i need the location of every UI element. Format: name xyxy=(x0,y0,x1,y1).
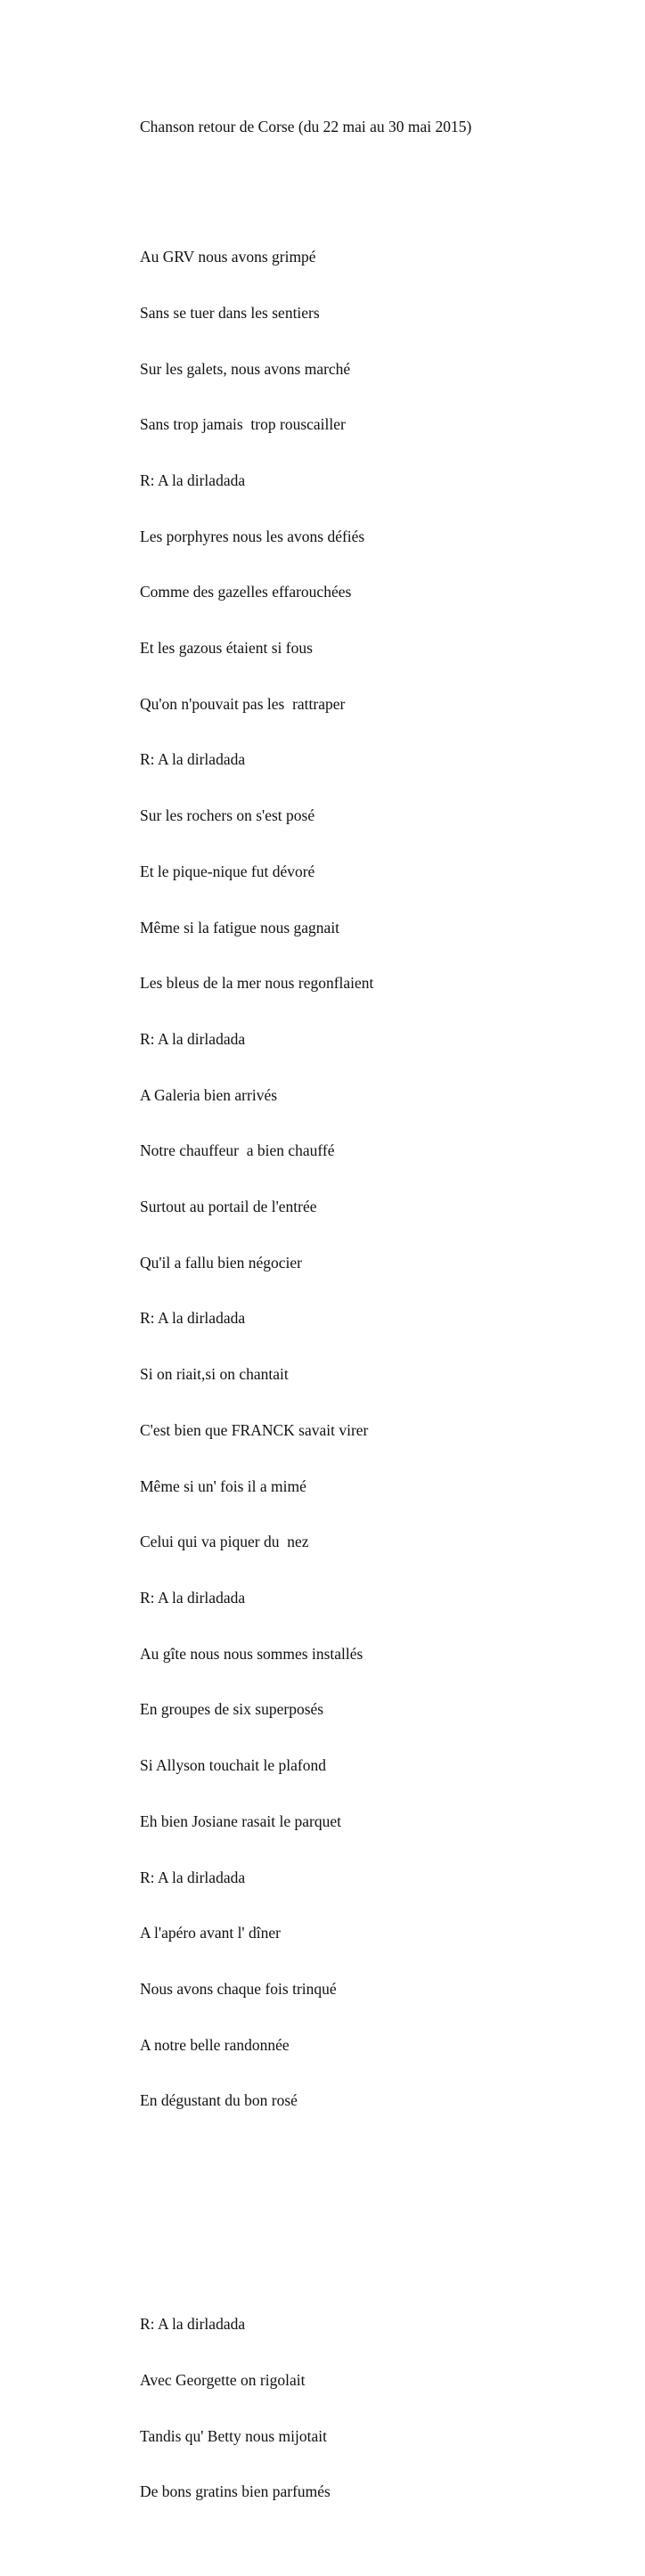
lyric-line: Qu'on n'pouvait pas les rattraper xyxy=(140,694,346,713)
lyric-line: Si on riait,si on chantait xyxy=(140,1365,289,1384)
lyric-line: Sans se tuer dans les sentiers xyxy=(140,303,320,322)
refrain-line: R: A la dirladada xyxy=(140,1868,246,1886)
refrain-line: R: A la dirladada xyxy=(140,1589,246,1607)
lyric-line: Qu'il a fallu bien négocier xyxy=(140,1253,302,1272)
lyric-line: Sans trop jamais trop rouscailler xyxy=(140,415,346,434)
lyric-line: Au gîte nous nous sommes installés xyxy=(140,1644,363,1663)
lyric-line: Nous avons chaque fois trinqué xyxy=(140,1979,337,1998)
lyric-line: Notre chauffeur a bien chauffé xyxy=(140,1141,335,1160)
lyric-line: A Galeria bien arrivés xyxy=(140,1085,278,1104)
lyric-line: Et le pique-nique fut dévoré xyxy=(140,862,315,880)
stanza-gap xyxy=(140,2204,471,2222)
lyric-line: Les bleus de la mer nous regonflaient xyxy=(140,974,374,993)
refrain-line: R: A la dirladada xyxy=(140,1029,246,1048)
lyric-line: Au GRV nous avons grimpé xyxy=(140,248,316,266)
refrain-line: R: A la dirladada xyxy=(140,1309,246,1328)
lyric-line: C'est bien que FRANCK savait virer xyxy=(140,1420,369,1439)
lyric-line: Même si un' fois il a mimé xyxy=(140,1476,306,1495)
lyric-line: Même si la fatigue nous gagnait xyxy=(140,918,340,936)
refrain-line: R: A la dirladada xyxy=(140,750,246,769)
lyric-line: Eh bien Josiane rasait le parquet xyxy=(140,1811,341,1830)
lyric-line: Les porphyres nous les avons défiés xyxy=(140,527,365,545)
lyric-line: Si Allyson touchait le plafond xyxy=(140,1756,327,1775)
lyric-line: Tandis qu' Betty nous mijotait xyxy=(140,2426,327,2445)
lyric-line: En dégustant du bon rosé xyxy=(140,2091,298,2110)
refrain-line: R: A la dirladada xyxy=(140,2315,246,2334)
lyric-line: De bons gratins bien parfumés xyxy=(140,2482,331,2501)
song-text xyxy=(140,80,471,2576)
verse-block-2 xyxy=(140,2278,471,2539)
song-title: Chanson retour de Corse (du 22 mai au 30 mai 2015) xyxy=(140,117,472,135)
lyric-line: Et les gazous étaient si fous xyxy=(140,639,313,658)
lyric-line: Celui qui va piquer du nez xyxy=(140,1533,309,1551)
lyric-line: Sur les galets, nous avons marché xyxy=(140,359,351,378)
verse-block-1 xyxy=(140,210,471,2147)
lyric-line: Surtout au portail de l'entrée xyxy=(140,1198,317,1216)
lyric-line: Avec Georgette on rigolait xyxy=(140,2370,306,2389)
lyric-line: En groupes de six superposés xyxy=(140,1700,324,1719)
lyric-line: A notre belle randonnée xyxy=(140,2035,290,2054)
lyric-line: Comme des gazelles effarouchées xyxy=(140,583,352,601)
refrain-line: R: A la dirladada xyxy=(140,470,246,489)
lyric-line: Sur les rochers on s'est posé xyxy=(140,806,315,825)
lyric-line: A l'apéro avant l' dîner xyxy=(140,1924,281,1942)
